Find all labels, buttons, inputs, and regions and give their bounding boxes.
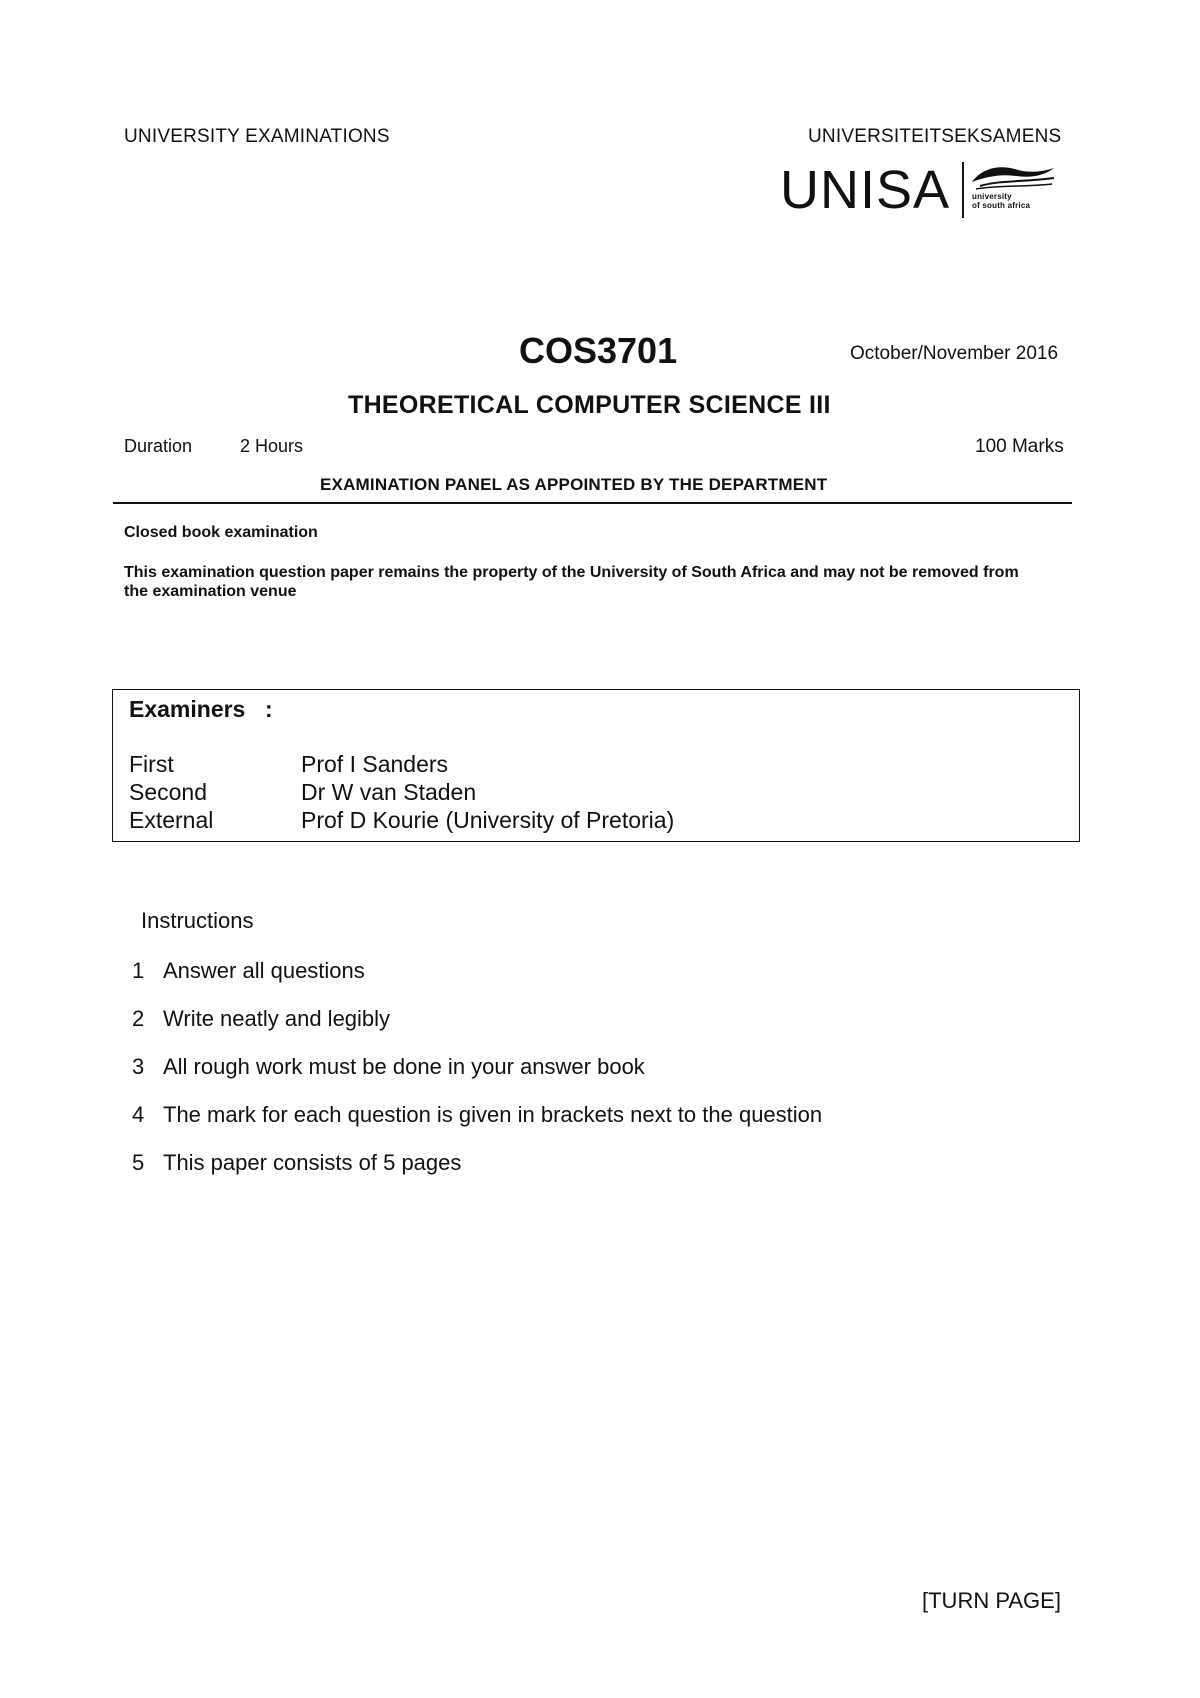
instruction-text: This paper consists of 5 pages — [163, 1150, 462, 1175]
logo-sub-line1: university — [972, 192, 1012, 201]
examiner-role: Second — [129, 779, 208, 805]
instruction-item — [132, 958, 1032, 1006]
instruction-item — [132, 1150, 1032, 1198]
duration-value: 2 Hours — [240, 436, 304, 456]
instruction-item — [132, 1102, 1032, 1150]
examiner-role: External — [129, 807, 214, 833]
instruction-text: All rough work must be done in your answer book — [163, 1054, 645, 1079]
course-code: COS3701 — [519, 330, 678, 371]
examiner-role: First — [129, 751, 174, 777]
instruction-text: The mark for each question is given in brackets next to the question — [163, 1102, 823, 1127]
examiner-name: Prof I Sanders — [301, 751, 449, 777]
instruction-number: 3 — [132, 1054, 145, 1079]
logo-sub-line2: of south africa — [972, 201, 1031, 210]
closed-book-note: Closed book examination — [124, 524, 318, 541]
examiners-box — [112, 689, 1080, 842]
exam-date: October/November 2016 — [850, 343, 1059, 364]
header-divider — [113, 502, 1072, 504]
logo-wordmark: UNISA — [780, 160, 951, 220]
bird-icon — [970, 160, 1056, 190]
header-left: UNIVERSITY EXAMINATIONS — [124, 126, 390, 147]
examiners-heading: Examiners — [129, 696, 246, 722]
instructions-list — [132, 958, 1032, 1198]
examiner-name: Prof D Kourie (University of Pretoria) — [301, 807, 675, 833]
instruction-number: 1 — [132, 958, 145, 983]
instruction-item — [132, 1006, 1032, 1054]
instruction-number: 5 — [132, 1150, 145, 1175]
instruction-text: Write neatly and legibly — [163, 1006, 391, 1031]
total-marks: 100 Marks — [975, 436, 1064, 457]
instruction-item — [132, 1054, 1032, 1102]
examiners-colon: : — [265, 696, 273, 722]
turn-page-footer: [TURN PAGE] — [922, 1588, 1061, 1613]
instruction-text: Answer all questions — [163, 958, 365, 983]
examiner-name: Dr W van Staden — [301, 779, 477, 805]
duration-label: Duration — [124, 436, 193, 456]
logo-divider — [962, 162, 964, 218]
examination-panel: EXAMINATION PANEL AS APPOINTED BY THE DEPARTMENT — [320, 475, 828, 494]
header-right: UNIVERSITEITSEKSAMENS — [808, 126, 1062, 147]
property-note: This examination question paper remains the property of the University of South Africa and may not be removed from the examination venue — [124, 564, 1019, 600]
course-title: THEORETICAL COMPUTER SCIENCE III — [348, 391, 831, 419]
instruction-number: 2 — [132, 1006, 145, 1031]
instructions-heading: Instructions — [141, 908, 254, 933]
instruction-number: 4 — [132, 1102, 145, 1127]
logo-subtitle — [972, 192, 1030, 210]
unisa-logo — [780, 158, 1060, 228]
